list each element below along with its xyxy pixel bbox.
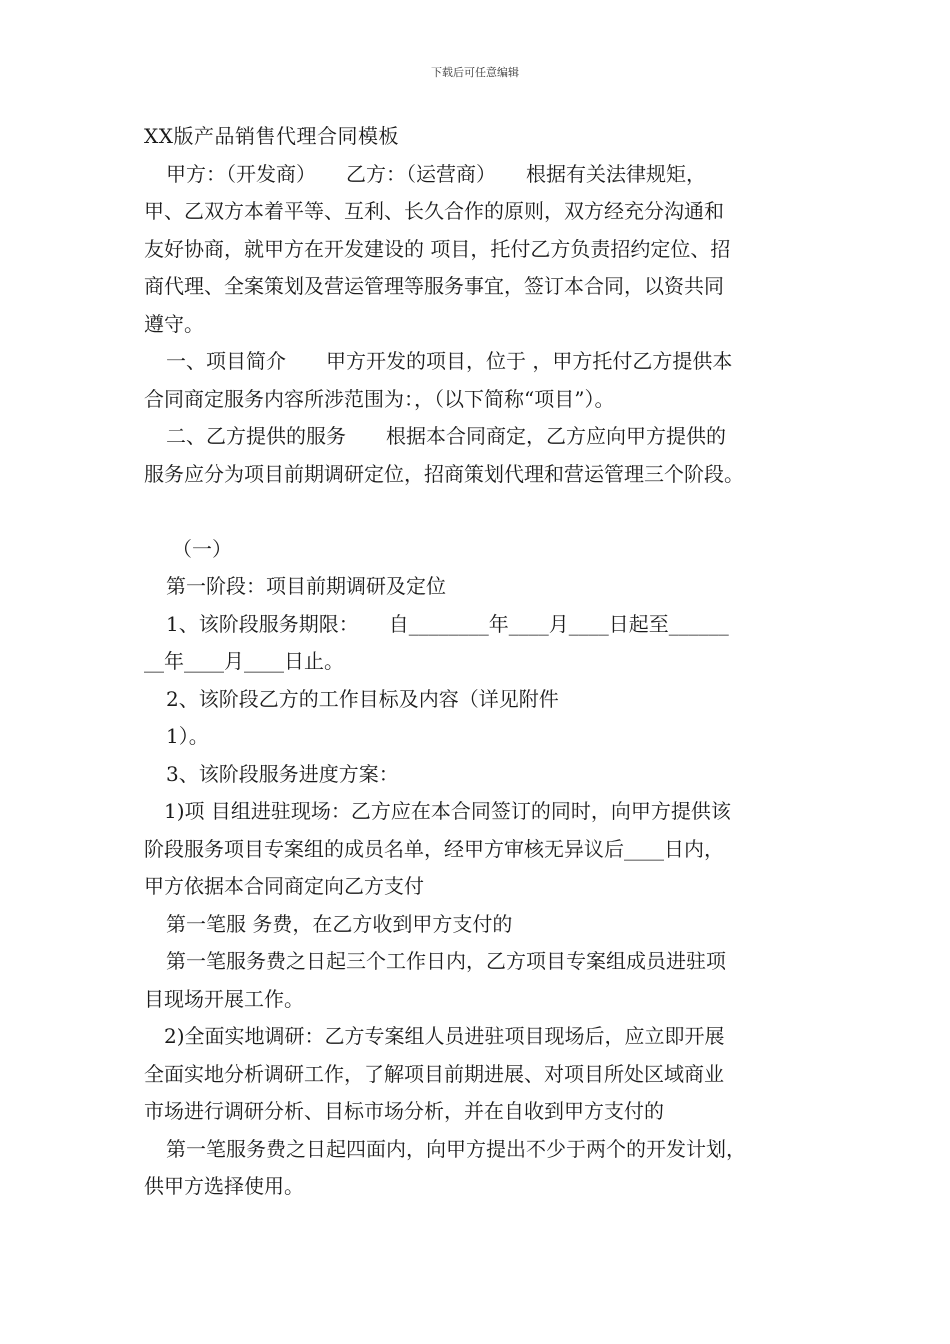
paragraph-line: 遵守。 bbox=[144, 311, 204, 336]
paragraph-line: 市场进行调研分析、目标市场分析，并在自收到甲方支付的 bbox=[144, 1099, 664, 1123]
paragraph-line: __年____月____日止。 bbox=[144, 649, 344, 673]
paragraph-line: 第一笔服 务费，在乙方收到甲方支付的 bbox=[166, 911, 513, 936]
paragraph-line: 目现场开展工作。 bbox=[144, 986, 304, 1011]
section-heading-line: 二、乙方提供的服务 根据本合同商定，乙方应向甲方提供的 bbox=[166, 424, 726, 448]
paragraph-line: 1）。 bbox=[166, 724, 209, 748]
paragraph-line: 第一笔服务费之日起三个工作日内，乙方项目专案组成员进驻项 bbox=[166, 949, 726, 973]
paragraph-line: 友好协商，就甲方在开发建设的 项目，托付乙方负责招约定位、招 bbox=[144, 236, 731, 261]
page-header-note: 下载后可任意编辑 bbox=[431, 66, 519, 79]
paragraph-line: 供甲方选择使用。 bbox=[144, 1174, 304, 1198]
list-item-line: 1、该阶段服务期限： 自________年____月____日起至______ bbox=[166, 611, 729, 636]
subsection-marker: （一） bbox=[172, 536, 232, 561]
paragraph-line: 甲方依据本合同商定向乙方支付 bbox=[144, 874, 424, 898]
paragraph-line: 全面实地分析调研工作，了解项目前期进展、对项目所处区域商业 bbox=[144, 1061, 724, 1086]
paragraph-line: 服务应分为项目前期调研定位，招商策划代理和营运管理三个阶段。 bbox=[144, 461, 744, 486]
paragraph-line: 甲、乙双方本着平等、互利、长久合作的原则，双方经充分沟通和 bbox=[144, 199, 724, 223]
paragraph-line: 甲方：（开发商） 乙方：（运营商） 根据有关法律规矩， bbox=[166, 161, 706, 186]
document-title: XX版产品销售代理合同模板 bbox=[144, 124, 399, 148]
list-item-line: 1)项 目组进驻现场：乙方应在本合同签订的同时，向甲方提供该 bbox=[164, 799, 731, 823]
paragraph-line: 第一笔服务费之日起四面内，向甲方提出不少于两个的开发计划， bbox=[166, 1136, 746, 1161]
paragraph-line: 合同商定服务内容所涉范围为：，（以下简称“项目”）。 bbox=[144, 386, 615, 411]
blank-line bbox=[144, 493, 824, 531]
document-body bbox=[144, 118, 824, 1206]
paragraph-line: 阶段服务项目专案组的成员名单，经甲方审核无异议后____日内， bbox=[144, 836, 724, 861]
stage-heading: 第一阶段：项目前期调研及定位 bbox=[166, 574, 446, 598]
list-item-line: 2)全面实地调研：乙方专案组人员进驻项目现场后，应立即开展 bbox=[164, 1024, 725, 1048]
paragraph-line: 商代理、全案策划及营运管理等服务事宜，签订本合同，以资共同 bbox=[144, 274, 724, 298]
list-item-line: 2、该阶段乙方的工作目标及内容（详见附件 bbox=[166, 686, 559, 711]
list-item-line: 3、该阶段服务进度方案： bbox=[166, 761, 399, 786]
section-heading-line: 一、项目简介 甲方开发的项目，位于 ，甲方托付乙方提供本 bbox=[166, 349, 733, 373]
